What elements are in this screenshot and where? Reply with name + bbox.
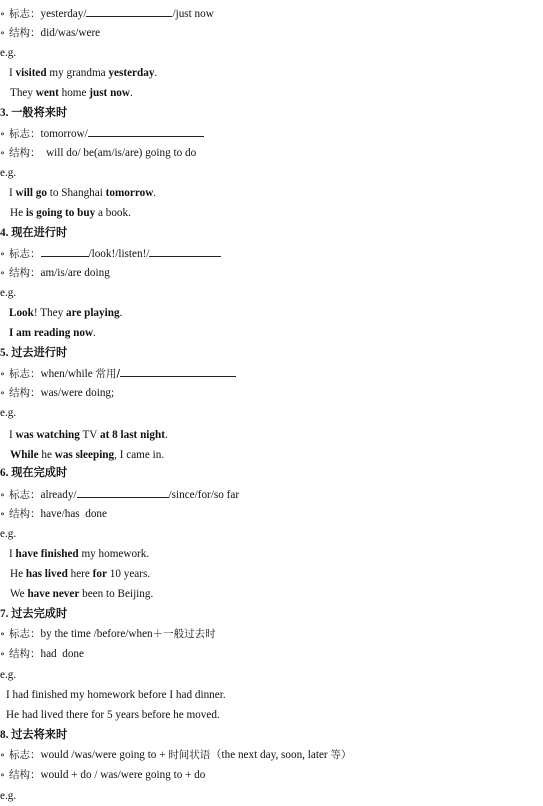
s5-example-1: I was watching TV at 8 last night. (9, 429, 168, 441)
bullet-icon: ∘ (0, 129, 5, 140)
bullet-icon: ∘ (0, 649, 5, 660)
s6-example-1: I have finished my homework. (9, 548, 150, 560)
s8-sign-line: ∘ 标志：would /was/were going to + 时间状语（the next day, soon, later 等） (0, 749, 352, 761)
s7-struct-line: ∘ 结构：had done (0, 648, 84, 660)
s4-example-2: I am reading now. (9, 327, 96, 339)
s8-heading: 8. 过去将来时 (0, 729, 68, 741)
s2-struct-line: ∘ 结构：did/was/were (0, 27, 101, 39)
bullet-icon: ∘ (0, 9, 5, 20)
s6-struct-line: ∘ 结构：have/has done (0, 508, 107, 520)
s2-example-1: I visited my grandma yesterday. (9, 67, 158, 79)
s6-example-3: We have never been to Beijing. (10, 588, 154, 600)
s4-eg: e.g. (0, 287, 17, 299)
s3-struct-line: ∘ 结构： will do/ be(am/is/are) going to do (0, 147, 197, 159)
bullet-icon: ∘ (0, 629, 5, 640)
s3-eg: e.g. (0, 167, 17, 179)
bullet-icon: ∘ (0, 148, 5, 159)
fill-blank[interactable] (88, 126, 204, 137)
fill-blank[interactable] (41, 246, 89, 257)
s3-example-2: He is going to buy a book. (10, 207, 131, 219)
s5-struct-line: ∘ 结构：was/were doing; (0, 387, 115, 399)
fill-blank[interactable] (120, 366, 236, 377)
bullet-icon: ∘ (0, 388, 5, 399)
s4-sign-line: ∘ 标志： /look!/listen!/ (0, 246, 221, 260)
fill-blank[interactable] (149, 246, 221, 257)
s4-example-1: Look! They are playing. (9, 307, 123, 319)
s5-heading: 5. 过去进行时 (0, 347, 68, 359)
s5-example-2: While he was sleeping, I came in. (10, 449, 165, 461)
bullet-icon: ∘ (0, 369, 5, 380)
fill-blank[interactable] (77, 487, 169, 498)
bullet-icon: ∘ (0, 28, 5, 39)
s2-eg: e.g. (0, 47, 17, 59)
bullet-icon: ∘ (0, 249, 5, 260)
s7-sign-line: ∘ 标志：by the time /before/when＋一般过去时 (0, 628, 216, 640)
bullet-icon: ∘ (0, 770, 5, 781)
s3-example-1: I will go to Shanghai tomorrow. (9, 187, 157, 199)
bullet-icon: ∘ (0, 509, 5, 520)
s3-sign-line: ∘ 标志：tomorrow/ (0, 126, 204, 140)
s2-example-2: They went home just now. (10, 87, 133, 99)
bullet-icon: ∘ (0, 750, 5, 761)
bullet-icon: ∘ (0, 268, 5, 279)
s7-example-2: He had lived there for 5 years before he moved. (6, 709, 220, 721)
bullet-icon: ∘ (0, 490, 5, 501)
s6-example-2: He has lived here for 10 years. (10, 568, 151, 580)
s5-sign-line: ∘ 标志：when/while 常用/ (0, 366, 236, 380)
s4-heading: 4. 现在进行时 (0, 227, 68, 239)
s6-heading: 6. 现在完成时 (0, 467, 68, 479)
s3-heading: 3. 一般将来时 (0, 107, 68, 119)
s8-eg: e.g. (0, 790, 17, 802)
s6-sign-line: ∘ 标志：already/ /since/for/so far (0, 489, 240, 501)
s7-heading: 7. 过去完成时 (0, 608, 68, 620)
s7-eg: e.g. (0, 669, 17, 681)
s2-sign-line: ∘ 标志：yesterday/ /just now (0, 8, 214, 20)
s4-struct-line: ∘ 结构：am/is/are doing (0, 267, 110, 279)
s7-example-1: I had finished my homework before I had dinner. (6, 689, 226, 701)
s8-struct-line: ∘ 结构：would + do / was/were going to + do (0, 769, 206, 781)
s6-eg: e.g. (0, 528, 17, 540)
s5-eg: e.g. (0, 407, 17, 419)
fill-blank[interactable] (86, 6, 172, 17)
